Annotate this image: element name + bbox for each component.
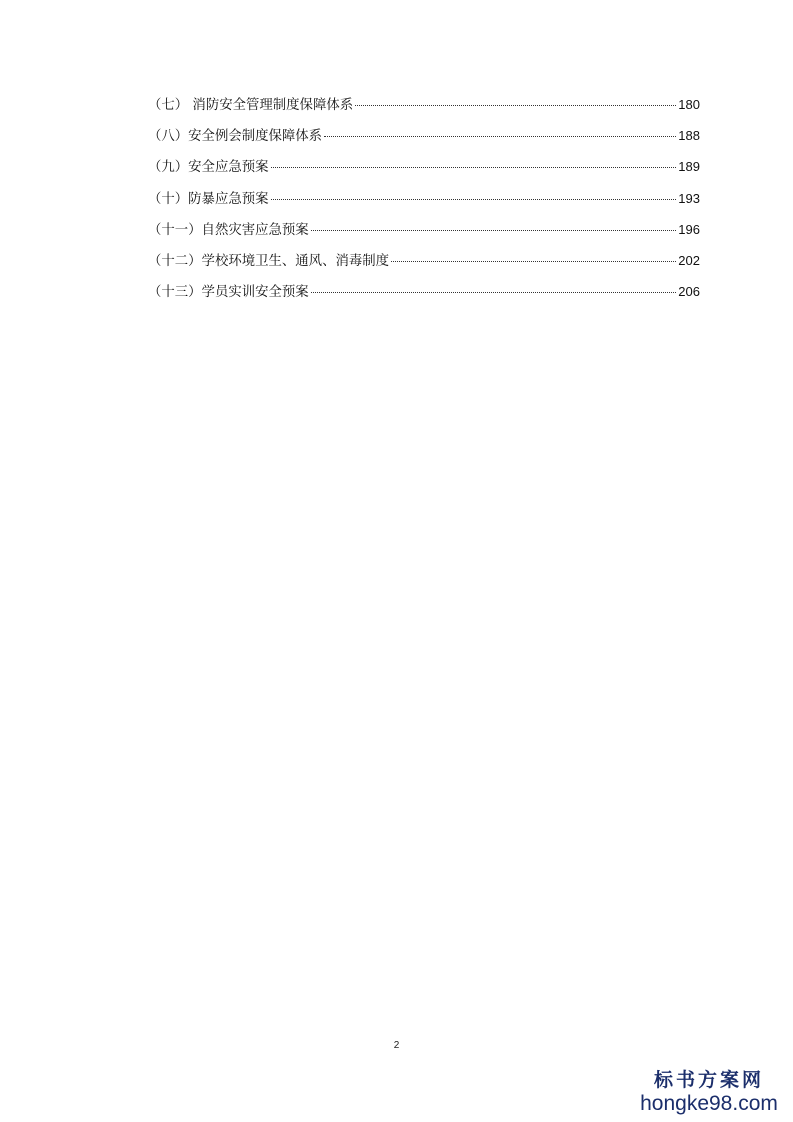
toc-leader-dots xyxy=(311,292,677,293)
toc-leader-dots xyxy=(271,199,677,200)
toc-entry[interactable] xyxy=(148,281,700,312)
toc-entry[interactable] xyxy=(148,250,700,281)
toc-entry[interactable] xyxy=(148,94,700,125)
site-watermark xyxy=(639,1068,779,1116)
toc-entry-page: 180 xyxy=(678,97,700,112)
toc-entry-page: 188 xyxy=(678,128,700,144)
toc-entry-title: （十三）学员实训安全预案 xyxy=(148,285,309,301)
toc-entry-page: 193 xyxy=(678,190,700,206)
toc-entry-title: （八）安全例会制度保障体系 xyxy=(148,129,323,145)
toc-leader-dots xyxy=(271,167,677,168)
toc-entry[interactable] xyxy=(148,188,700,219)
toc-entry-title: （十）防暴应急预案 xyxy=(148,191,269,207)
toc-entry-page: 196 xyxy=(678,221,700,237)
toc-leader-dots xyxy=(324,136,676,137)
toc-entry-page: 206 xyxy=(678,284,700,300)
toc-entry-title: （七） 消防安全管理制度保障体系 xyxy=(148,98,354,113)
page-number: 2 xyxy=(393,1040,400,1051)
toc-entry-page: 189 xyxy=(678,159,700,175)
toc-entry[interactable] xyxy=(148,219,700,250)
toc-entry-title: （十二）学校环境卫生、通风、消毒制度 xyxy=(148,253,390,269)
watermark-title: 标书方案网 xyxy=(653,1069,764,1091)
toc-leader-dots xyxy=(311,230,677,231)
toc-entry[interactable] xyxy=(148,125,700,156)
watermark-url: hongke98.com xyxy=(640,1092,778,1115)
toc-entry-title: （九）安全应急预案 xyxy=(148,160,269,176)
toc-leader-dots xyxy=(391,261,676,262)
toc-entry-title: （十一）自然灾害应急预案 xyxy=(148,222,309,238)
toc-entry[interactable] xyxy=(148,156,700,187)
toc-entry-page: 202 xyxy=(678,252,700,268)
table-of-contents xyxy=(148,94,700,312)
toc-leader-dots xyxy=(355,105,676,106)
